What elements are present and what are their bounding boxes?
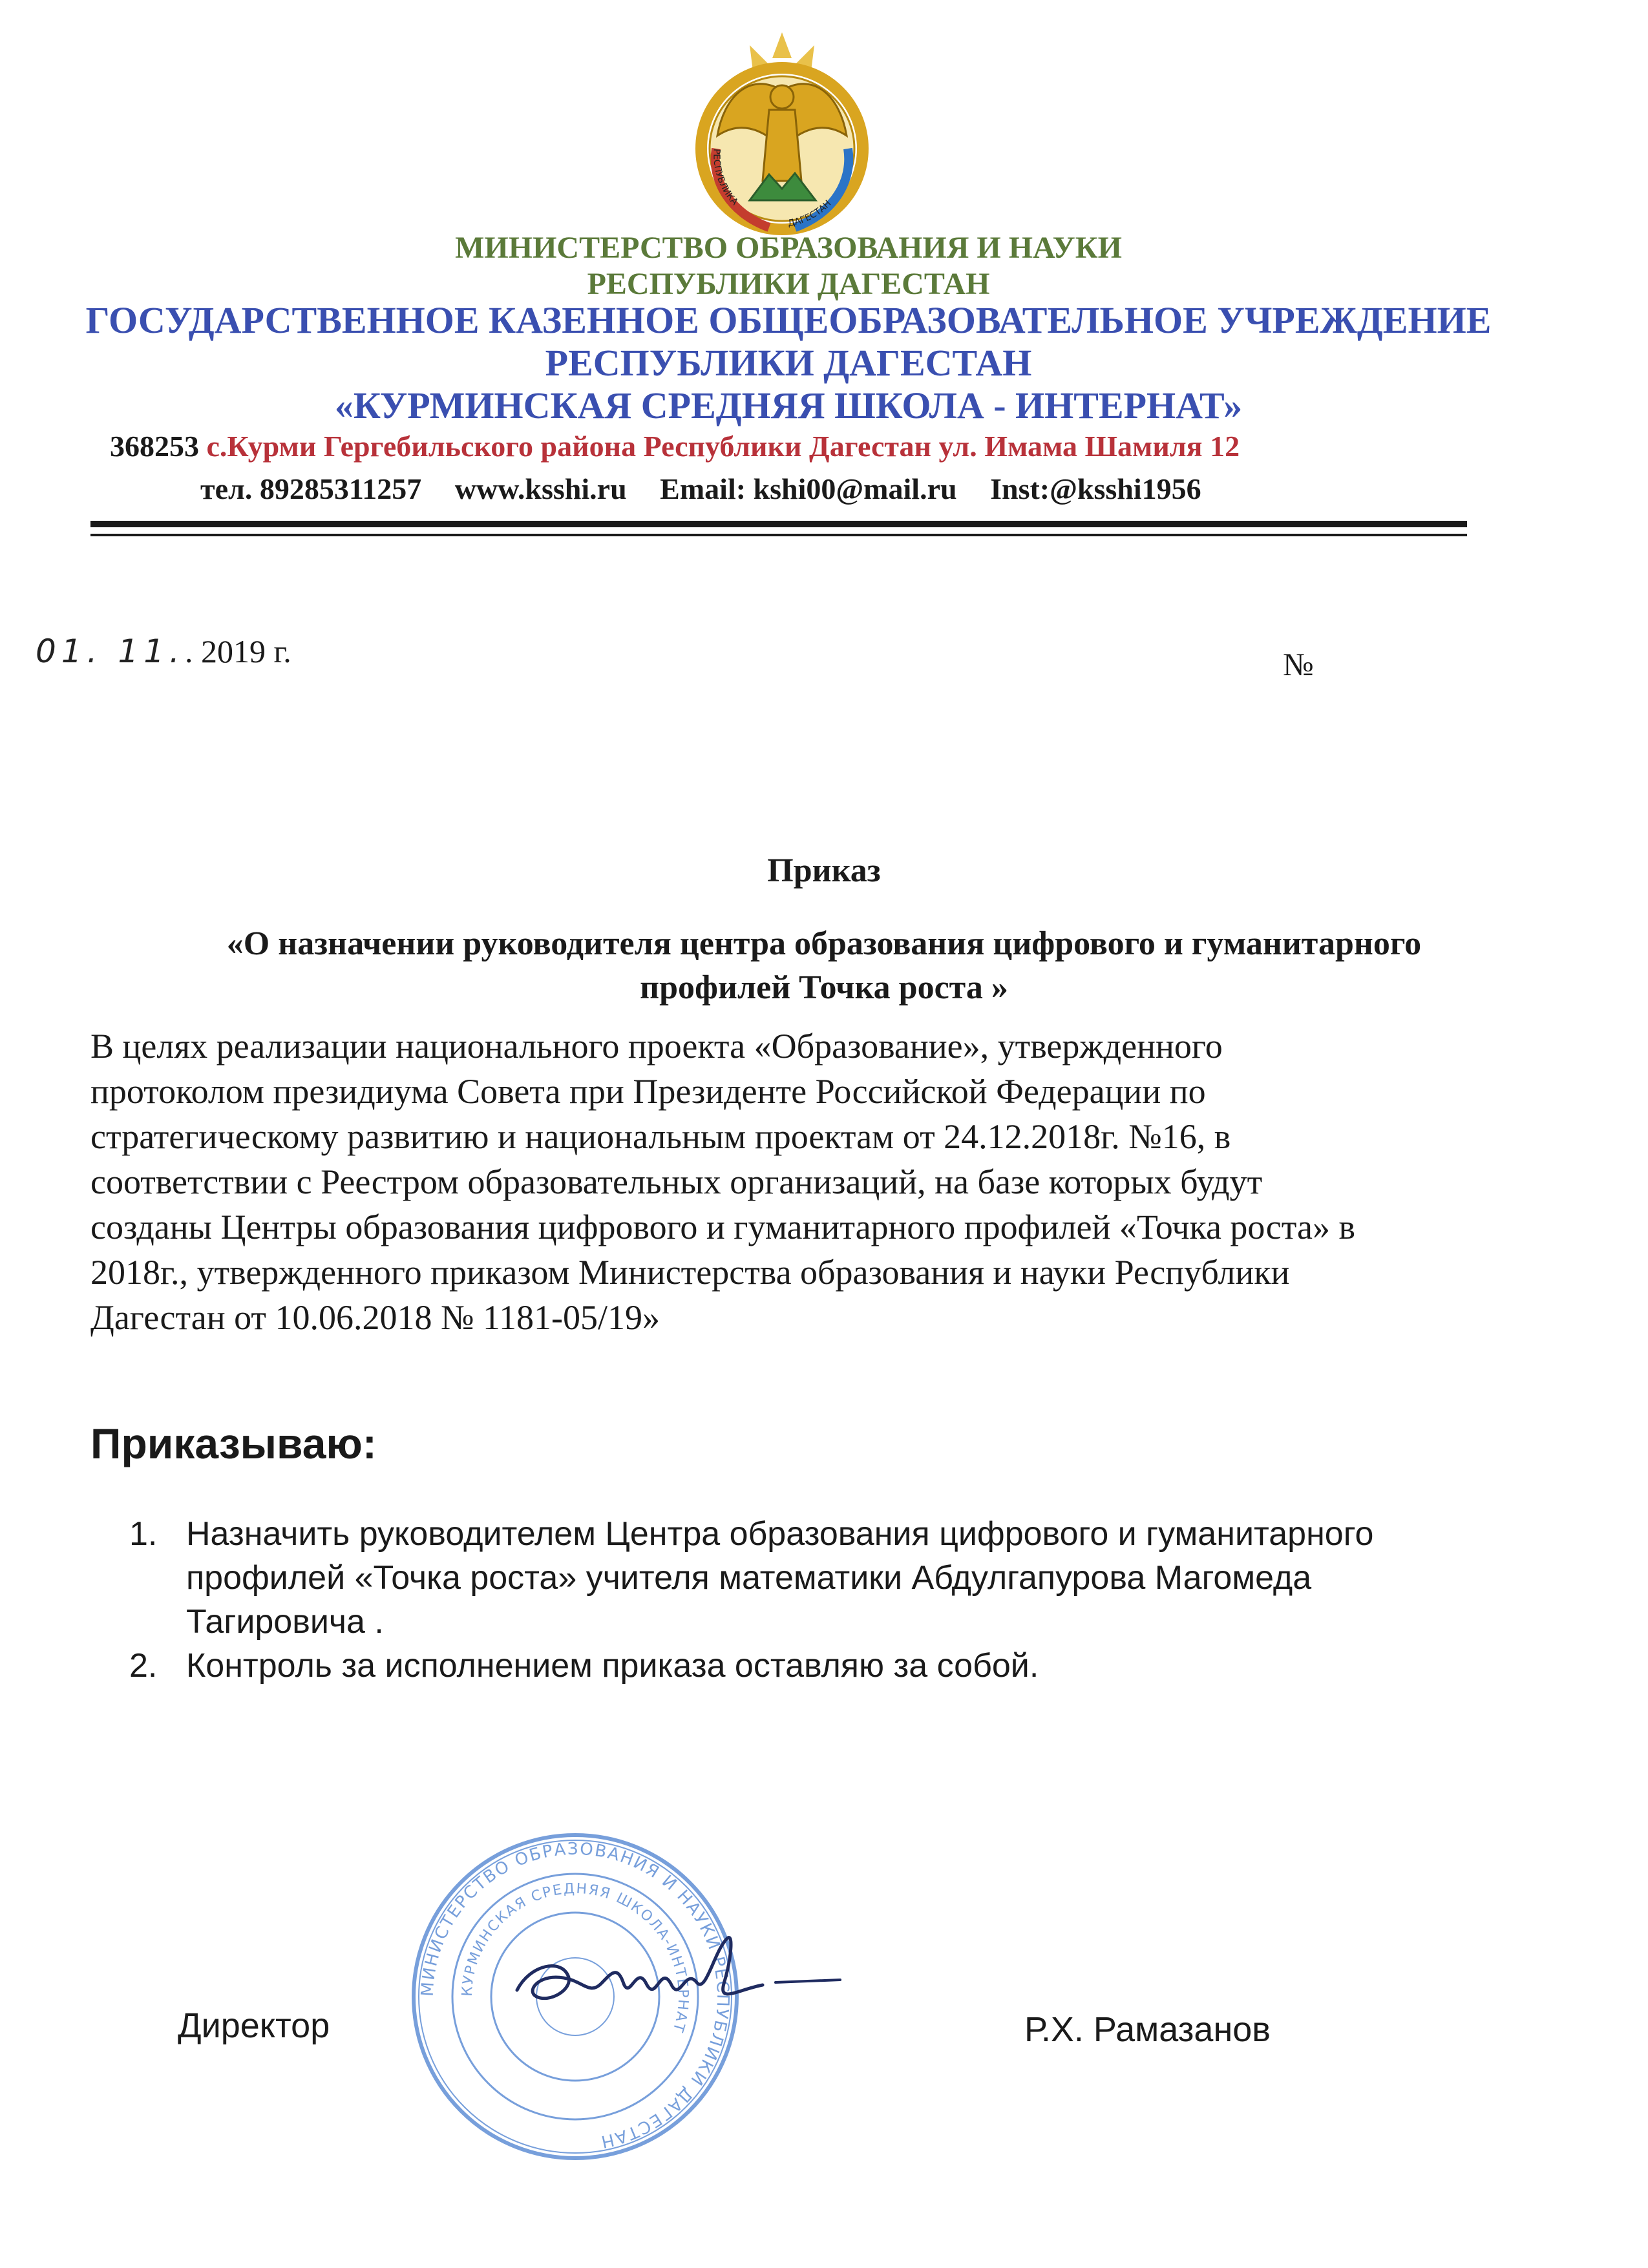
website: www.ksshi.ru <box>454 472 627 505</box>
list-item-line: профилей «Точка роста» учителя математики Абдулгапурова Магомеда <box>186 1559 1312 1597</box>
preamble-line: соответствии с Реестром образовательных организаций, на базе которых будут <box>90 1162 1263 1201</box>
list-item-number: 1. <box>129 1515 158 1553</box>
ministry-line-2: РЕСПУБЛИКИ ДАГЕСТАН <box>587 267 990 301</box>
printed-date: . 2019 г. <box>184 633 291 669</box>
preamble-line: 2018г., утвержденного приказом Министерства образования и науки Республики <box>90 1253 1290 1292</box>
ministry-line-1: МИНИСТЕРСТВО ОБРАЗОВАНИЯ И НАУКИ <box>455 231 1122 265</box>
postcode: 368253 <box>110 430 199 463</box>
order-items-list <box>129 1512 1519 1688</box>
signer-position: Директор <box>178 2006 330 2045</box>
contacts-line <box>200 472 1227 506</box>
preamble-paragraph <box>90 1024 1499 1340</box>
school-line-2: РЕСПУБЛИКИ ДАГЕСТАН <box>545 342 1032 384</box>
order-subtitle-line-2: профилей Точка роста » <box>640 969 1008 1006</box>
email: Email: kshi00@mail.ru <box>660 472 957 505</box>
preamble-line: Дагестан от 10.06.2018 № 1181-05/19» <box>90 1298 660 1337</box>
header-rule-thick <box>90 521 1467 527</box>
order-subtitle-line-1: «О назначении руководителя центра образования цифрового и гуманитарного <box>226 925 1422 962</box>
list-item <box>129 1512 1519 1644</box>
preamble-line: В целях реализации национального проекта «Образование», утвержденного <box>90 1027 1223 1066</box>
school-line-3: «КУРМИНСКАЯ СРЕДНЯЯ ШКОЛА - ИНТЕРНАТ» <box>334 384 1243 426</box>
order-number-label: № <box>1283 646 1314 682</box>
phone: тел. 89285311257 <box>200 472 422 505</box>
handwritten-date: 01. 11. <box>36 633 185 670</box>
list-item-line: Тагировича . <box>186 1603 384 1641</box>
list-item-line: Назначить руководителем Центра образования цифрового и гуманитарного <box>186 1515 1374 1553</box>
coat-of-arms-emblem <box>679 19 885 246</box>
header-rule-thin <box>90 534 1467 536</box>
signer-name: Р.Х. Рамазанов <box>1024 2010 1271 2049</box>
stamp-inner-text: КУРМИНСКАЯ СРЕДНЯЯ ШКОЛА-ИНТЕРНАТ <box>459 1880 692 2035</box>
school-line-1: ГОСУДАРСТВЕННОЕ КАЗЕННОЕ ОБЩЕОБРАЗОВАТЕЛЬНОЕ УЧРЕЖДЕНИЕ <box>85 299 1492 341</box>
preamble-line: созданы Центры образования цифрового и гуманитарного профилей «Точка роста» в <box>90 1208 1355 1246</box>
instagram: Inst:@ksshi1956 <box>990 472 1201 505</box>
emblem-text-right: ДАГЕСТАН <box>787 198 834 229</box>
address-line <box>110 429 1240 463</box>
order-date <box>36 631 291 672</box>
director-signature <box>491 1913 853 2042</box>
stamp-outer-text: МИНИСТЕРСТВО ОБРАЗОВАНИЯ И НАУКИ РЕСПУБЛИКИ ДАГЕСТАН <box>417 1839 733 2152</box>
address-text: с.Курми Гергебильского района Республики Дагестан ул. Имама Шамиля 12 <box>206 430 1240 463</box>
preamble-line: протоколом президиума Совета при Президенте Российской Федерации по <box>90 1072 1206 1111</box>
directive-heading: Приказываю: <box>90 1420 377 1467</box>
list-item-line: Контроль за исполнением приказа оставляю за собой. <box>186 1647 1039 1685</box>
list-item <box>129 1644 1519 1688</box>
preamble-line: стратегическому развитию и национальным проектам от 24.12.2018г. №16, в <box>90 1117 1231 1156</box>
order-title: Приказ <box>767 852 881 889</box>
emblem-text-left: РЕСПУБЛИКА <box>711 148 740 207</box>
list-item-number: 2. <box>129 1647 158 1685</box>
